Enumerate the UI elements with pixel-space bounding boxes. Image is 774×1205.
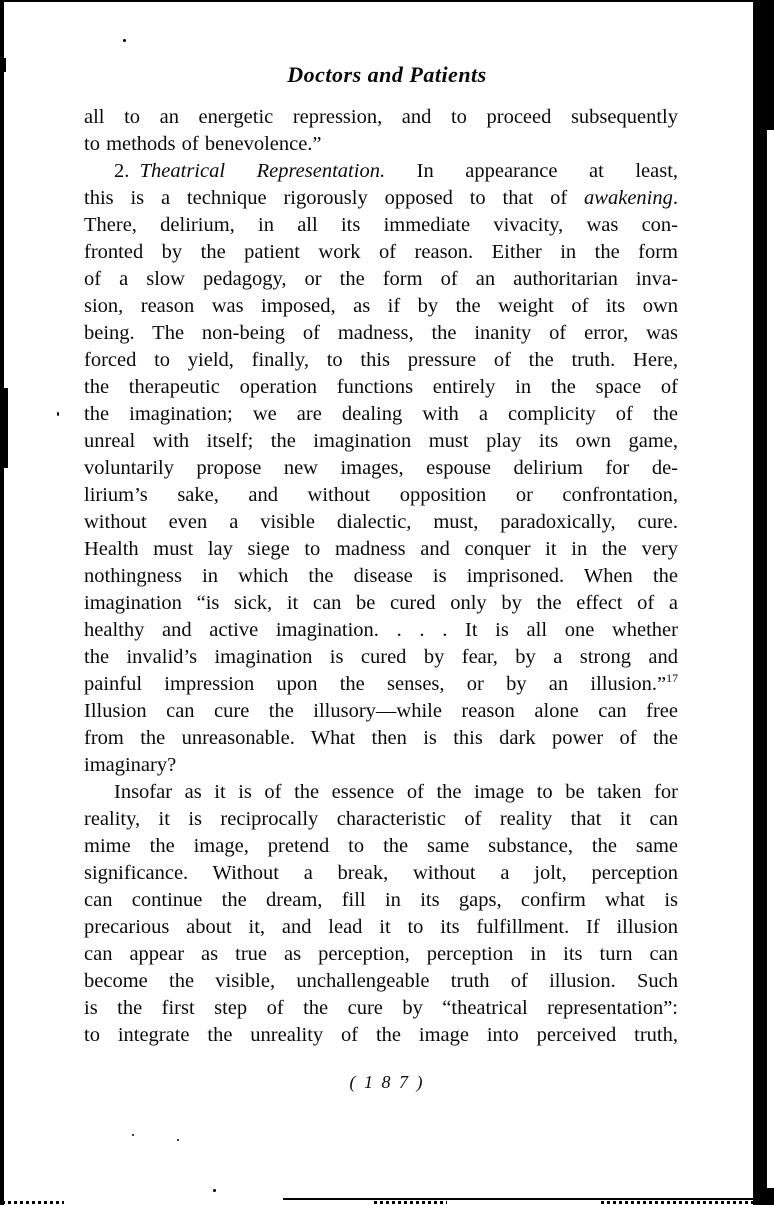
text-line: being. The non-being of madness, the inanity of error, was [84,322,678,344]
scan-speck [132,1134,134,1136]
text-line: voluntarily propose new images, espouse delirium for de- [84,457,678,479]
text-line: imagination “is sick, it can be cured only by the effect of a [84,592,678,614]
text-line: reality, it is reciprocally characteristic of reality that it can [84,808,678,830]
text-line: fronted by the patient work of reason. Either in the form [84,241,678,263]
scan-corner-top-right [766,0,774,130]
text-line: become the visible, unchallengeable truth of illusion. Such [84,970,678,992]
paragraph [84,779,678,1049]
page-body-text [84,104,678,1049]
text-line: of a slow pedagogy, or the form of an authoritarian inva- [84,268,678,290]
text-line: 2. Theatrical Representation. In appearance at least, [114,160,679,182]
scan-edge-bottom-line [283,1198,774,1200]
scan-edge-top [0,0,774,2]
paragraph [84,104,678,158]
text-line: the imagination; we are dealing with a complicity of the [84,403,678,425]
scan-speck [177,1139,179,1141]
text-line: to methods of benevolence.” [84,133,322,155]
text-line: painful impression upon the senses, or by an illusion.”$^{17}$ [84,671,678,695]
scan-speck [213,1189,216,1192]
scan-edge-left-blob [0,388,8,468]
text-line: Insofar as it is of the essence of the image to be taken for [114,781,678,803]
scan-speck [123,39,126,42]
text-line: can continue the dream, fill in its gaps, confirm what is [84,889,678,911]
page-number: ( 1 8 7 ) [349,1072,425,1092]
scan-edge-left [0,0,4,1205]
running-header: Doctors and Patients [287,62,487,87]
text-line: to integrate the unreality of the image into perceived truth, [84,1024,678,1046]
scan-edge-bottom-dots [601,1201,771,1204]
text-line: Health must lay siege to madness and conquer it in the very [84,538,678,560]
text-line: this is a technique rigorously opposed to that of awakening. [84,187,678,209]
text-line: unreal with itself; the imagination must play its own game, [84,430,678,452]
paragraph [84,158,678,779]
text-line: all to an energetic repression, and to proceed subsequently [84,106,678,128]
text-line: nothingness in which the disease is imprisoned. When the [84,565,678,587]
text-line: the therapeutic operation functions entirely in the space of [84,376,678,398]
text-line: from the unreasonable. What then is this dark power of the [84,727,678,749]
text-line: mime the image, pretend to the same substance, the same [84,835,678,857]
text-line: can appear as true as perception, perception in its turn can [84,943,678,965]
text-line: healthy and active imagination. . . . It is all one whether [84,619,678,641]
scan-edge-bottom-dots [374,1201,447,1204]
text-line: without even a visible dialectic, must, paradoxically, cure. [84,511,678,533]
text-line: precarious about it, and lead it to its fulfillment. If illusion [84,916,678,938]
text-line: sion, reason was imposed, as if by the weight of its own [84,295,678,317]
text-line: There, delirium, in all its immediate vivacity, was con- [84,214,678,236]
scan-edge-left-notch [0,58,6,72]
text-line: is the first step of the cure by “theatrical representation”: [84,997,678,1019]
scan-edge-bottom-dots [2,1201,64,1204]
text-line: Illusion can cure the illusory—while reason alone can free [84,700,678,722]
scan-edge-right [753,0,767,1205]
text-line: lirium’s sake, and without opposition or confrontation, [84,484,678,506]
text-line: forced to yield, finally, to this pressure of the truth. Here, [84,349,678,371]
text-line: significance. Without a break, without a jolt, perception [84,862,678,884]
text-line: imaginary? [84,754,177,776]
text-line: the invalid’s imagination is cured by fear, by a strong and [84,646,678,668]
scan-speck [57,412,59,416]
